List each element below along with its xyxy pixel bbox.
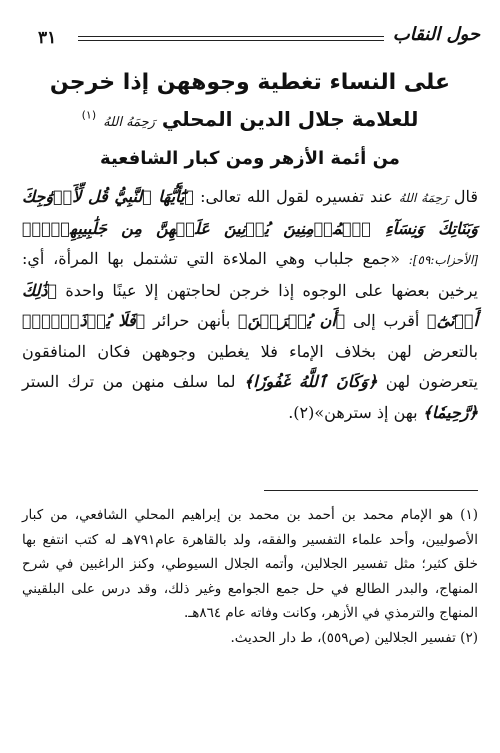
- subtitle: من أئمة الأزهر ومن كبار الشافعية: [100, 148, 400, 169]
- body-text: عند تفسيره لقول الله تعالى:: [200, 187, 393, 206]
- running-header: [20, 24, 480, 54]
- verse-reference: [الأحزاب:٥٩]:: [408, 253, 478, 267]
- header-rule: [78, 36, 384, 37]
- body-text: أقرب إلى: [353, 311, 420, 330]
- body-text: بهن إذ سترهن»: [314, 402, 418, 422]
- footnote-1: (١) هو الإمام محمد بن أحمد بن محمد بن إبراهيم المحلي الشافعي، من كبار الأصوليين، وأحد علماء التفسير والفقه، ولد بالقاهرة عام٧٩١هـ له كتب انتفع بها خلق كثير؛ مثل تفسير الجلالين، وأتمه الجلال السيوطي، وكنز الراغبين في شرح المنهاج، والبدر الطالع في حل جمع الجوامع وغير ذلك، وقد درس على البلقيني المنهاج والترمذي في الأزهر، وكانت وفاته عام ٨٦٤هـ.: [22, 507, 478, 621]
- quran-verse: ﴿ذَٰلِكَ أَدۡنَىٰٓ﴾: [22, 280, 479, 330]
- body-text: قال: [453, 187, 478, 206]
- honorific: رَحِمَهُ اللهُ: [103, 115, 155, 130]
- chapter-title: على النساء تغطية وجوههن إذا خرجن: [49, 70, 451, 95]
- body-text: «جمع جلباب وهي الملاءة التي تشتمل بها المرأة، أي: يرخين بعضها على الوجوه إذا خرجن لحاجتهن إلا عينًا واحدة: [22, 249, 478, 300]
- quran-verse: ﴿يَٰٓأَيُّهَا ٱلنَّبِيُّ قُل لِّأَزۡوَٰجِكَ وَبَنَاتِكَ وَنِسَآءِ ٱلۡمُؤۡمِنِينَ يُدۡنِينَ عَلَيۡهِنَّ مِن جَلَٰبِيبِهِنَّۚ﴾: [22, 187, 478, 238]
- header-rule: [78, 40, 384, 41]
- author-line: [30, 107, 470, 131]
- body-text: لما سلف منهن من ترك الستر: [22, 372, 236, 391]
- body-text: بأنهن حرائر: [152, 311, 231, 330]
- body-text: بالتعرض لهن بخلاف الإماء فلا يغطين وجوههن فكان المنافقون يتعرضون لهن: [22, 341, 478, 391]
- quran-verse: ﴿أَن يُعۡرَفۡنَ﴾: [238, 311, 346, 330]
- author-name: للعلامة جلال الدين المحلي: [161, 107, 419, 131]
- footnote-divider: [264, 490, 478, 491]
- footnotes: [22, 503, 478, 650]
- quran-verse: ﴿فَلَا يُؤۡذَيۡنَۗ﴾: [22, 311, 146, 330]
- footnote-ref: (٢).: [288, 402, 315, 422]
- quran-verse: ﴿رَّحِيمٗا﴾: [422, 402, 478, 422]
- quran-verse: ﴿وَكَانَ ٱللَّهُ غَفُورٗا﴾: [243, 372, 378, 391]
- body-paragraph: [22, 182, 478, 428]
- footnote-2: (٢) تفسير الجلالين (ص٥٥٩)، ط دار الحديث.: [230, 629, 478, 646]
- book-title: حول النقاب: [392, 24, 480, 45]
- page-number: ٣١: [38, 28, 57, 48]
- footnote-ref: (١): [81, 108, 97, 122]
- honorific: رَحِمَهُ اللهُ: [398, 191, 448, 205]
